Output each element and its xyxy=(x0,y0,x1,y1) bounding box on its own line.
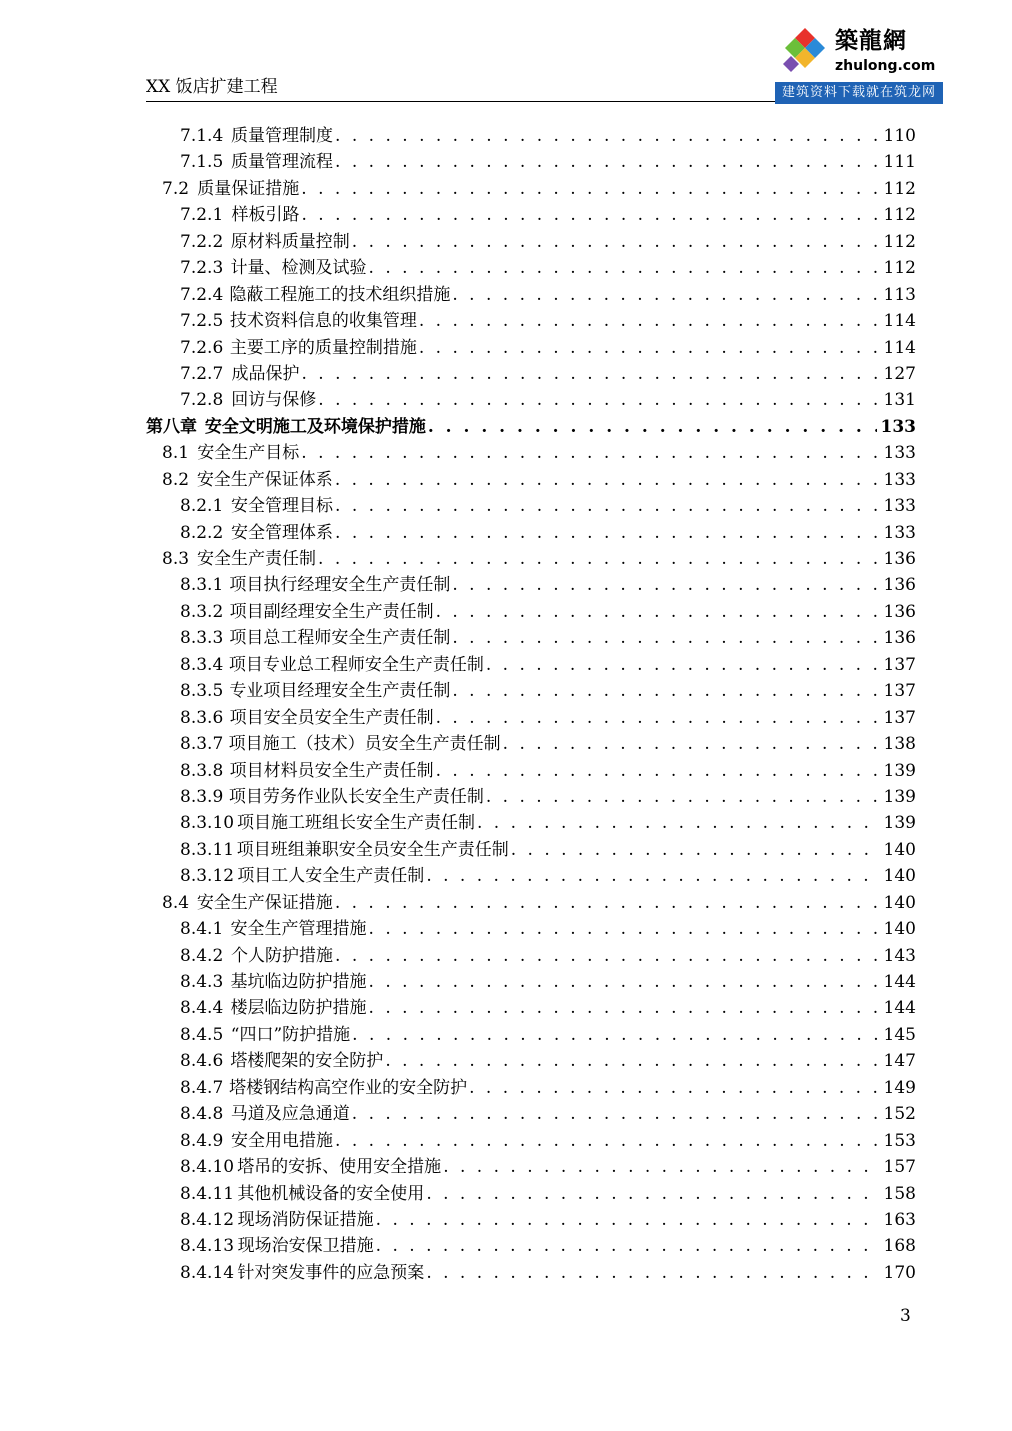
toc-entry-title: 安全用电措施 xyxy=(231,1130,334,1151)
toc-entry-page: 114 xyxy=(883,337,916,358)
toc-dot-leader xyxy=(419,311,880,331)
toc-entry-page: 112 xyxy=(883,258,916,279)
toc-dot-leader xyxy=(376,1210,880,1230)
toc-entry-number: 8.3.1 xyxy=(180,575,224,596)
toc-entry-number: 7.2.6 xyxy=(180,337,224,358)
toc-entry-page: 139 xyxy=(883,786,916,807)
document-header-title: XX 饭店扩建工程 xyxy=(146,77,278,97)
toc-entry-page: 112 xyxy=(883,205,916,226)
toc-entry[interactable] xyxy=(146,544,916,570)
toc-entry-title: 安全生产责任制 xyxy=(197,549,317,569)
toc-entry-page: 111 xyxy=(883,152,916,173)
toc-entry[interactable] xyxy=(146,993,916,1019)
toc-dot-leader xyxy=(352,232,880,252)
toc-entry[interactable] xyxy=(146,412,916,438)
toc-dot-leader xyxy=(335,470,880,490)
toc-entry[interactable] xyxy=(146,623,916,649)
toc-entry-number: 8.3.5 xyxy=(180,681,224,702)
toc-entry-number: 8.3.6 xyxy=(180,707,224,728)
toc-entry-number: 8.1 xyxy=(162,443,190,464)
toc-entry-number: 8.2.2 xyxy=(180,522,224,543)
toc-dot-leader xyxy=(503,734,880,754)
toc-dot-leader xyxy=(352,1025,879,1045)
toc-entry-number: 8.4.14 xyxy=(180,1262,235,1283)
toc-entry[interactable] xyxy=(146,1152,916,1178)
toc-entry-title: 专业项目经理安全生产责任制 xyxy=(229,681,451,702)
toc-dot-leader xyxy=(301,443,879,463)
toc-entry-page: 133 xyxy=(883,443,916,464)
toc-dot-leader xyxy=(452,681,879,701)
toc-entry-page: 140 xyxy=(883,919,916,940)
toc-entry-page: 112 xyxy=(883,231,916,252)
toc-entry-title: 项目副经理安全生产责任制 xyxy=(229,601,434,622)
toc-dot-leader xyxy=(486,655,880,675)
toc-entry[interactable] xyxy=(146,1231,916,1257)
toc-entry-number: 8.4.2 xyxy=(180,945,224,966)
toc-entry-page: 140 xyxy=(883,892,916,913)
toc-dot-leader xyxy=(369,919,880,939)
toc-entry-page: 138 xyxy=(883,734,916,755)
toc-dot-leader xyxy=(302,364,880,384)
toc-entry-number: 7.2.5 xyxy=(180,311,224,332)
toc-entry-title: 主要工序的质量控制措施 xyxy=(229,337,417,358)
toc-dot-leader xyxy=(426,866,879,886)
toc-entry-number: 8.3.8 xyxy=(180,760,224,781)
toc-entry[interactable] xyxy=(146,861,916,887)
toc-entry-title: 安全生产保证措施 xyxy=(196,892,333,913)
toc-entry[interactable] xyxy=(146,359,916,385)
toc-entry-number: 8.3 xyxy=(162,549,190,569)
toc-entry[interactable] xyxy=(146,1126,916,1152)
toc-entry-number: 8.4 xyxy=(162,892,190,913)
toc-entry[interactable] xyxy=(146,306,916,332)
toc-entry-number: 第八章 xyxy=(146,416,197,437)
toc-entry-page: 145 xyxy=(883,1024,916,1045)
toc-dot-leader xyxy=(302,205,880,225)
toc-entry[interactable] xyxy=(146,941,916,967)
toc-entry-number: 7.2.4 xyxy=(180,284,224,305)
toc-entry[interactable] xyxy=(146,835,916,861)
toc-entry-title: 安全管理体系 xyxy=(231,522,334,543)
toc-entry[interactable] xyxy=(146,1258,916,1284)
toc-dot-leader xyxy=(436,761,880,781)
toc-entry-number: 7.2.2 xyxy=(180,231,224,252)
toc-entry-page: 136 xyxy=(883,601,916,622)
toc-entry[interactable] xyxy=(146,438,916,464)
toc-entry-title: 塔吊的安拆、使用安全措施 xyxy=(237,1157,442,1178)
toc-entry[interactable] xyxy=(146,703,916,729)
toc-entry-number: 8.2.1 xyxy=(180,496,224,517)
toc-entry-title: 隐蔽工程施工的技术组织措施 xyxy=(229,284,451,305)
toc-dot-leader xyxy=(335,496,880,516)
toc-entry-title: 现场消防保证措施 xyxy=(237,1209,374,1230)
toc-entry-title: 质量管理制度 xyxy=(231,126,334,146)
toc-entry-number: 8.3.4 xyxy=(180,654,224,675)
toc-entry[interactable] xyxy=(146,1073,916,1099)
toc-dot-leader xyxy=(436,602,880,622)
toc-entry-title: “四口”防护措施 xyxy=(230,1024,351,1045)
toc-entry-number: 7.2 xyxy=(162,178,190,199)
toc-entry[interactable] xyxy=(146,888,916,914)
toc-entry-title: 安全生产管理措施 xyxy=(230,919,367,940)
toc-entry-title: 项目施工班组长安全生产责任制 xyxy=(236,813,475,834)
toc-dot-leader xyxy=(469,1078,879,1098)
toc-entry-title: 马道及应急通道 xyxy=(230,1104,350,1125)
toc-entry[interactable] xyxy=(146,729,916,755)
toc-dot-leader xyxy=(419,338,880,358)
toc-dot-leader xyxy=(318,390,879,410)
toc-entry-number: 8.4.11 xyxy=(180,1183,235,1204)
toc-entry-page: 153 xyxy=(883,1130,916,1151)
toc-entry-title: 其他机械设备的安全使用 xyxy=(237,1183,425,1204)
toc-entry-number: 7.2.1 xyxy=(180,205,224,226)
toc-entry-number: 8.4.8 xyxy=(180,1104,224,1125)
toc-entry-page: 140 xyxy=(883,866,916,887)
toc-dot-leader xyxy=(318,549,880,569)
toc-entry-number: 7.1.4 xyxy=(180,126,224,146)
toc-entry-number: 8.4.1 xyxy=(180,919,224,940)
toc-entry[interactable] xyxy=(146,385,916,411)
toc-entry[interactable] xyxy=(146,676,916,702)
toc-entry-page: 152 xyxy=(883,1104,916,1125)
toc-entry-number: 8.4.13 xyxy=(180,1236,235,1257)
toc-dot-leader xyxy=(335,946,880,966)
toc-entry-page: 133 xyxy=(883,496,916,517)
toc-entry-page: 144 xyxy=(883,998,916,1019)
toc-entry-title: 基坑临边防护措施 xyxy=(230,972,367,992)
toc-entry[interactable] xyxy=(146,174,916,200)
toc-entry-page: 137 xyxy=(883,654,916,675)
toc-entry[interactable] xyxy=(146,967,916,993)
toc-entry-title: 样板引路 xyxy=(231,205,300,226)
toc-entry[interactable] xyxy=(146,253,916,279)
toc-entry-number: 7.2.8 xyxy=(180,390,224,411)
toc-dot-leader xyxy=(426,1263,879,1283)
toc-entry[interactable] xyxy=(146,1020,916,1046)
toc-entry-page: 112 xyxy=(883,178,916,199)
toc-entry[interactable] xyxy=(146,914,916,940)
toc-entry-title: 项目专业总工程师安全生产责任制 xyxy=(228,654,484,675)
toc-dot-leader xyxy=(369,972,880,992)
toc-entry-title: 质量管理流程 xyxy=(231,152,334,173)
toc-entry-title: 项目材料员安全生产责任制 xyxy=(229,760,434,781)
toc-entry-number: 8.4.10 xyxy=(180,1157,235,1178)
toc-entry-page: 136 xyxy=(883,628,916,649)
toc-dot-leader xyxy=(335,152,880,172)
logo-name-en: zhulong.com xyxy=(835,58,936,74)
toc-entry-number: 8.3.12 xyxy=(180,866,235,887)
toc-dot-leader xyxy=(376,1236,880,1256)
toc-dot-leader xyxy=(335,126,880,146)
logo-name-cn: 築龍網 xyxy=(835,28,907,54)
toc-entry-number: 8.4.12 xyxy=(180,1209,235,1230)
toc-entry-page: 149 xyxy=(883,1077,916,1098)
toc-dot-leader xyxy=(369,258,880,278)
zhulong-logo-icon xyxy=(781,26,829,74)
toc-entry-title: 原材料质量控制 xyxy=(230,231,350,252)
toc-entry-title: 项目安全员安全生产责任制 xyxy=(229,707,434,728)
toc-dot-leader xyxy=(335,523,880,543)
toc-entry-page: 137 xyxy=(883,681,916,702)
toc-entry-page: 114 xyxy=(883,311,916,332)
toc-entry[interactable] xyxy=(146,808,916,834)
toc-entry-number: 8.4.4 xyxy=(180,998,224,1019)
toc-entry[interactable] xyxy=(146,650,916,676)
toc-entry[interactable] xyxy=(146,1046,916,1072)
toc-dot-leader xyxy=(452,628,879,648)
toc-entry-number: 8.3.7 xyxy=(180,734,224,755)
toc-entry-number: 8.3.9 xyxy=(180,786,224,807)
toc-entry[interactable] xyxy=(146,200,916,226)
toc-entry-page: 143 xyxy=(883,945,916,966)
toc-entry-title: 楼层临边防护措施 xyxy=(230,998,367,1019)
toc-dot-leader xyxy=(511,840,880,860)
toc-entry[interactable] xyxy=(146,280,916,306)
toc-entry[interactable] xyxy=(146,570,916,596)
toc-dot-leader xyxy=(443,1157,879,1177)
toc-dot-leader xyxy=(385,1051,879,1071)
toc-dot-leader xyxy=(335,1131,880,1151)
toc-entry[interactable] xyxy=(146,227,916,253)
toc-entry[interactable] xyxy=(146,1205,916,1231)
toc-entry-page: 144 xyxy=(883,972,916,992)
toc-entry-title: 成品保护 xyxy=(231,363,300,384)
toc-entry-page: 131 xyxy=(883,390,916,411)
toc-entry-page: 168 xyxy=(883,1236,916,1257)
toc-entry-page: 158 xyxy=(883,1183,916,1204)
toc-entry-number: 7.2.7 xyxy=(180,363,224,384)
toc-dot-leader xyxy=(335,893,880,913)
toc-entry[interactable] xyxy=(146,333,916,359)
toc-dot-leader xyxy=(436,708,880,728)
toc-entry-number: 8.4.5 xyxy=(180,1024,224,1045)
toc-entry-title: 现场治安保卫措施 xyxy=(237,1236,374,1257)
toc-entry-number: 8.2 xyxy=(162,469,190,490)
toc-entry-page: 140 xyxy=(883,839,916,860)
toc-dot-leader xyxy=(452,285,879,305)
toc-entry-title: 项目执行经理安全生产责任制 xyxy=(229,575,451,596)
toc-entry-title: 针对突发事件的应急预案 xyxy=(237,1262,425,1283)
table-of-contents xyxy=(146,121,916,1284)
toc-entry[interactable] xyxy=(146,147,916,173)
toc-dot-leader xyxy=(426,1184,879,1204)
toc-entry-number: 7.1.5 xyxy=(180,152,224,173)
toc-entry-page: 137 xyxy=(883,707,916,728)
toc-entry[interactable] xyxy=(146,1179,916,1205)
toc-entry-page: 163 xyxy=(883,1209,916,1230)
toc-entry[interactable] xyxy=(146,518,916,544)
toc-entry-page: 110 xyxy=(883,126,916,146)
toc-dot-leader xyxy=(352,1104,880,1124)
toc-entry[interactable] xyxy=(146,491,916,517)
zhulong-logo xyxy=(775,18,943,104)
toc-entry-page: 133 xyxy=(883,469,916,490)
toc-entry-page: 133 xyxy=(880,416,916,437)
toc-entry-page: 139 xyxy=(883,813,916,834)
toc-entry-title: 项目工人安全生产责任制 xyxy=(237,866,425,887)
toc-entry-title: 塔楼钢结构高空作业的安全防护 xyxy=(229,1077,468,1098)
toc-entry-title: 安全生产保证体系 xyxy=(196,469,333,490)
toc-entry-number: 8.3.3 xyxy=(180,628,224,649)
toc-entry-number: 8.4.6 xyxy=(180,1051,224,1072)
toc-entry-title: 质量保证措施 xyxy=(197,178,300,199)
toc-entry-page: 139 xyxy=(883,760,916,781)
toc-entry[interactable] xyxy=(146,1099,916,1125)
toc-entry-page: 113 xyxy=(883,284,916,305)
toc-entry-number: 7.2.3 xyxy=(180,258,224,279)
toc-entry-page: 127 xyxy=(883,363,916,384)
toc-entry-number: 8.3.10 xyxy=(180,813,235,834)
toc-entry[interactable] xyxy=(146,465,916,491)
toc-dot-leader xyxy=(369,998,880,1018)
toc-entry-title: 安全文明施工及环境保护措施 xyxy=(204,416,426,437)
toc-dot-leader xyxy=(452,575,879,595)
toc-entry-number: 8.3.2 xyxy=(180,601,224,622)
toc-entry-page: 157 xyxy=(883,1157,916,1178)
logo-slogan-banner: 建筑资料下载就在筑龙网 xyxy=(775,82,943,104)
toc-entry[interactable] xyxy=(146,782,916,808)
toc-entry-page: 136 xyxy=(883,549,916,569)
toc-entry-title: 安全生产目标 xyxy=(197,443,300,464)
toc-entry-page: 136 xyxy=(883,575,916,596)
toc-entry-title: 项目劳务作业队长安全生产责任制 xyxy=(228,786,484,807)
toc-entry-title: 项目班组兼职安全员安全生产责任制 xyxy=(236,839,509,860)
toc-entry[interactable] xyxy=(146,756,916,782)
toc-entry-number: 8.4.9 xyxy=(180,1130,224,1151)
toc-dot-leader xyxy=(486,787,880,807)
toc-entry[interactable] xyxy=(146,121,916,147)
toc-entry-page: 170 xyxy=(883,1262,916,1283)
toc-entry-title: 回访与保修 xyxy=(231,390,317,411)
toc-entry-title: 个人防护措施 xyxy=(231,945,334,966)
toc-dot-leader xyxy=(428,417,877,437)
toc-entry-title: 安全管理目标 xyxy=(231,496,334,517)
toc-entry-page: 133 xyxy=(883,522,916,543)
toc-entry-page: 147 xyxy=(883,1051,916,1072)
toc-entry-title: 计量、检测及试验 xyxy=(230,258,367,279)
toc-dot-leader xyxy=(301,179,879,199)
toc-entry-title: 项目施工（技术）员安全生产责任制 xyxy=(228,734,501,755)
toc-entry-title: 塔楼爬架的安全防护 xyxy=(230,1051,384,1072)
toc-entry-number: 8.4.7 xyxy=(180,1077,224,1098)
toc-entry[interactable] xyxy=(146,597,916,623)
toc-entry-title: 技术资料信息的收集管理 xyxy=(229,311,417,332)
page-number: 3 xyxy=(900,1306,911,1326)
toc-dot-leader xyxy=(477,813,880,833)
toc-entry-title: 项目总工程师安全生产责任制 xyxy=(229,628,451,649)
toc-entry-number: 8.3.11 xyxy=(180,839,235,860)
toc-entry-number: 8.4.3 xyxy=(180,972,224,992)
